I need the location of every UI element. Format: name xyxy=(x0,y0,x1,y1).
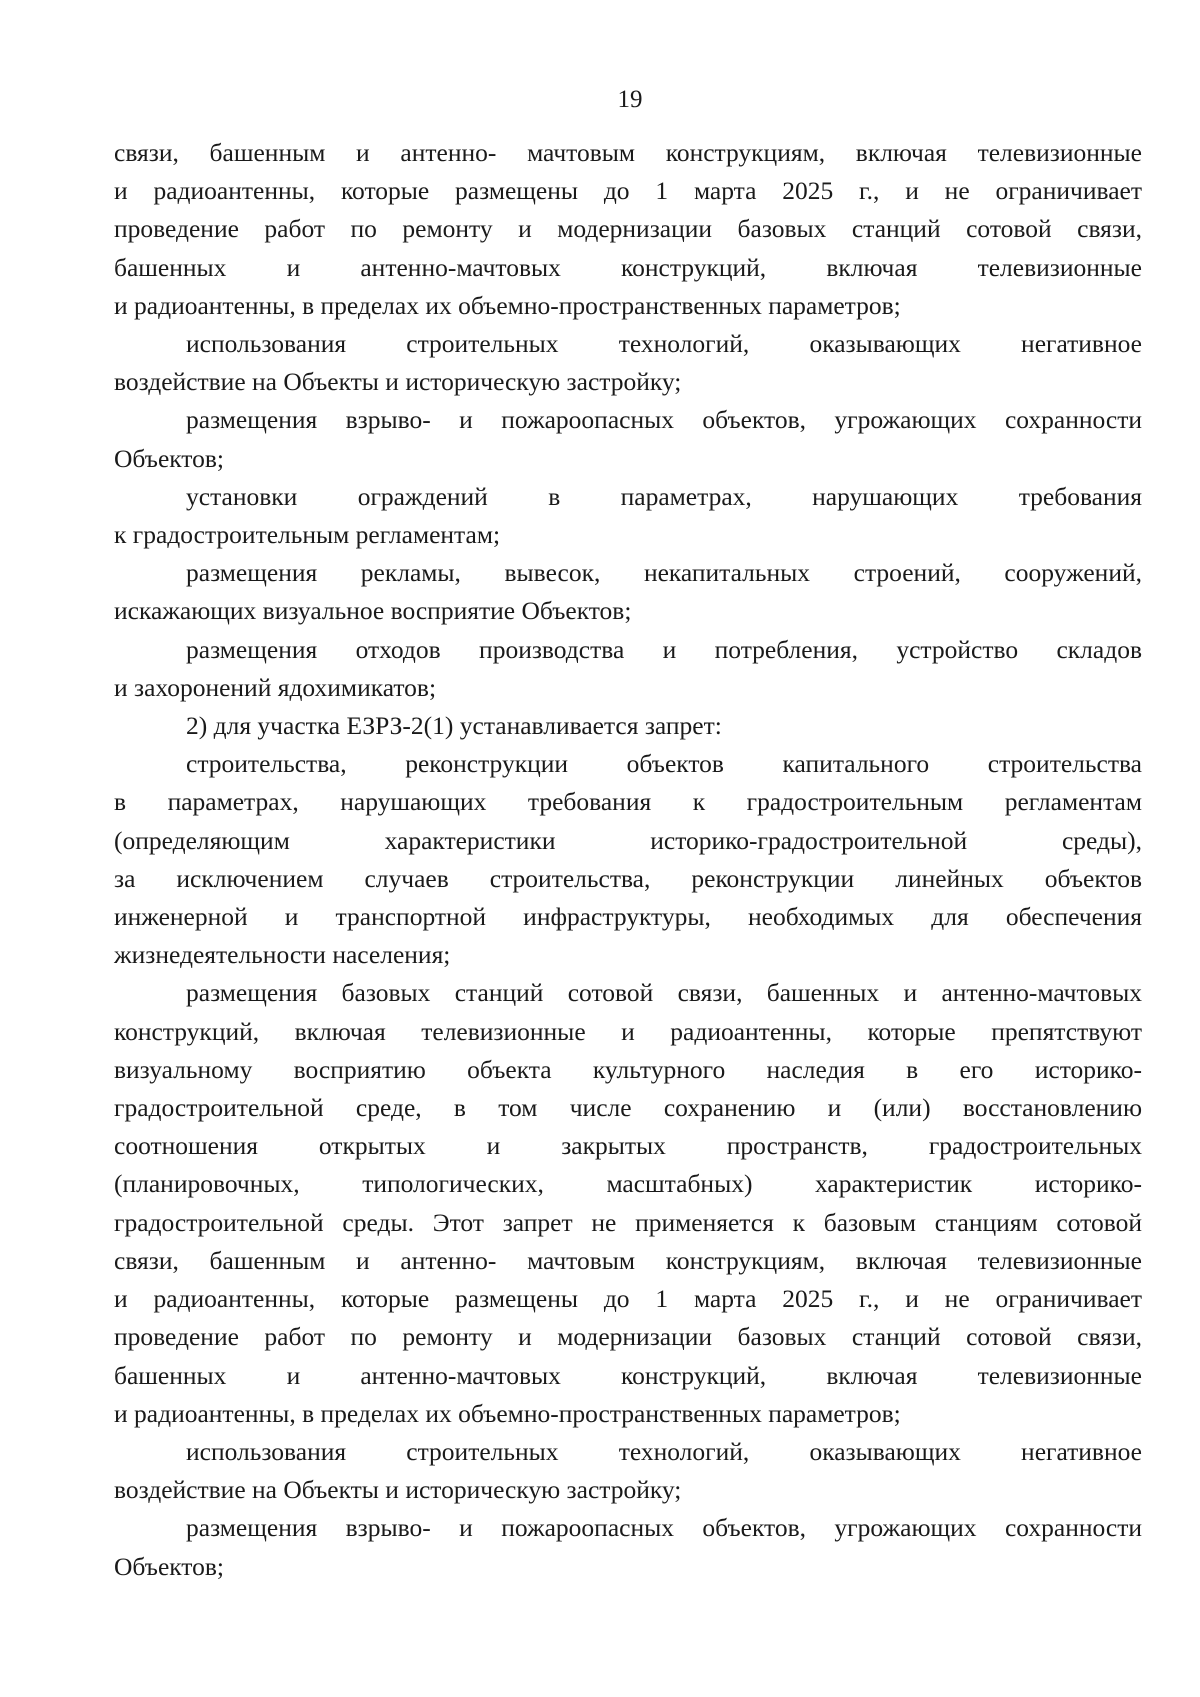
document-body xyxy=(114,134,1142,1586)
text-line: использования строительных технологий, оказывающих негативное xyxy=(186,1436,1142,1466)
text-line: Объектов; xyxy=(114,1551,224,1581)
text-line: установки ограждений в параметрах, нарушающих требования xyxy=(186,481,1142,511)
text-line: использования строительных технологий, оказывающих негативное xyxy=(186,329,1142,359)
text-line: воздействие на Объекты и историческую застройку; xyxy=(114,1475,682,1505)
text-line: и радиоантенны, которые размещены до 1 марта 2025 г., и не ограничивает xyxy=(114,1284,1142,1314)
text-line: размещения взрыво- и пожароопасных объектов, угрожающих сохранности xyxy=(186,405,1142,435)
text-line: башенных и антенно-мачтовых конструкций, включая телевизионные xyxy=(114,1360,1142,1390)
text-line: и радиоантенны, в пределах их объемно-пространственных параметров; xyxy=(114,290,901,320)
text-line: и радиоантенны, которые размещены до 1 марта 2025 г., и не ограничивает xyxy=(114,176,1142,206)
text-line: воздействие на Объекты и историческую застройку; xyxy=(114,367,682,397)
text-line: размещения взрыво- и пожароопасных объектов, угрожающих сохранности xyxy=(186,1513,1142,1543)
text-line: жизнедеятельности населения; xyxy=(114,940,451,970)
text-line: соотношения открытых и закрытых пространств, градостроительных xyxy=(114,1131,1142,1161)
text-line: 2) для участка ЕЗРЗ-2(1) устанавливается запрет: xyxy=(186,711,722,741)
text-line: (планировочных, типологических, масштабных) характеристик историко- xyxy=(114,1169,1142,1199)
text-line: (определяющим характеристики историко-градостроительной среды), xyxy=(114,825,1142,855)
text-line: проведение работ по ремонту и модернизации базовых станций сотовой связи, xyxy=(114,214,1142,244)
text-line: за исключением случаев строительства, реконструкции линейных объектов xyxy=(114,863,1142,893)
text-line: к градостроительным регламентам; xyxy=(114,520,501,550)
text-line: и радиоантенны, в пределах их объемно-пространственных параметров; xyxy=(114,1398,901,1428)
text-line: конструкций, включая телевизионные и радиоантенны, которые препятствуют xyxy=(114,1016,1142,1046)
text-line: размещения рекламы, вывесок, некапитальных строений, сооружений, xyxy=(186,558,1142,588)
text-line: градостроительной среды. Этот запрет не применяется к базовым станциям сотовой xyxy=(114,1207,1142,1237)
text-line: размещения отходов производства и потребления, устройство складов xyxy=(186,634,1142,664)
text-line: связи, башенным и антенно- мачтовым конструкциям, включая телевизионные xyxy=(114,138,1142,167)
text-line: связи, башенным и антенно- мачтовым конструкциям, включая телевизионные xyxy=(114,1245,1142,1275)
text-line: и захоронений ядохимикатов; xyxy=(114,672,437,702)
page-number: 19 xyxy=(617,86,643,113)
text-line: башенных и антенно-мачтовых конструкций, включая телевизионные xyxy=(114,252,1142,282)
text-line: проведение работ по ремонту и модернизации базовых станций сотовой связи, xyxy=(114,1322,1142,1352)
text-line: визуальному восприятию объекта культурного наследия в его историко- xyxy=(114,1054,1142,1084)
text-line: инженерной и транспортной инфраструктуры, необходимых для обеспечения xyxy=(114,902,1142,932)
text-line: строительства, реконструкции объектов капитального строительства xyxy=(186,749,1142,779)
text-line: Объектов; xyxy=(114,443,224,473)
text-line: градостроительной среде, в том числе сохранению и (или) восстановлению xyxy=(114,1093,1142,1123)
text-line: искажающих визуальное восприятие Объектов; xyxy=(114,596,632,626)
text-line: размещения базовых станций сотовой связи, башенных и антенно-мачтовых xyxy=(186,978,1142,1008)
text-line: в параметрах, нарушающих требования к градостроительным регламентам xyxy=(114,787,1142,817)
